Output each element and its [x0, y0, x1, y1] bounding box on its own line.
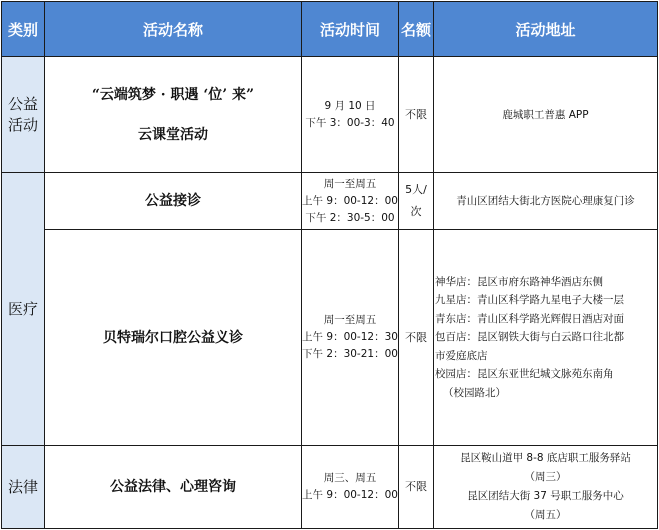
grid-col-3 [398, 1, 399, 529]
dental-time-line-2: 上午 9：00-12：30 [302, 331, 398, 343]
welfare-time-line-2: 下午 3：00-3：40 [305, 116, 395, 129]
dental-address-line-6: 校园店：昆区东亚世纪城文脉苑东南角 [435, 368, 614, 381]
consult-activity-time [302, 173, 398, 229]
consult-quota [399, 173, 433, 229]
consult-time-line-1: 周一至周五 [323, 177, 377, 190]
welfare-time-line-1: 9 月 10 日 [324, 99, 376, 112]
header-activity-name: 活动名称 [45, 2, 301, 56]
legal-address [434, 446, 657, 528]
welfare-name-line-1: “云端筑梦 · 职遇 ‘位’ 来” [91, 86, 255, 103]
grid-row-medical [1, 445, 658, 446]
consult-time-line-3: 下午 2：30-5：00 [305, 211, 395, 224]
dental-address-line-3: 青东店：青山区科学路光辉假日酒店对面 [435, 312, 624, 325]
dental-quota: 不限 [405, 330, 427, 344]
dental-time-line-3: 下午 2：30-21：00 [302, 348, 398, 360]
consult-quota-line-1: 5人/ [405, 183, 427, 196]
dental-time-line-1: 周一至周五 [323, 314, 377, 326]
grid-row-consult [44, 229, 658, 230]
category-welfare-line-1: 公益 [7, 94, 38, 113]
welfare-activity-time [302, 57, 398, 172]
consult-quota-line-2: 次 [410, 205, 422, 218]
welfare-activity-name [45, 57, 301, 172]
grid-row-header [1, 56, 658, 57]
consult-time-line-2: 上午 9：00-12：00 [302, 194, 398, 207]
dental-address-line-1: 神华店：昆区市府东路神华酒店东侧 [435, 275, 603, 288]
header-activity-address: 活动地址 [434, 2, 657, 56]
grid-top [1, 1, 658, 2]
welfare-address: 鹿城职工普惠 APP [502, 108, 589, 121]
welfare-quota: 不限 [405, 107, 427, 121]
dental-activity-time [302, 230, 398, 445]
category-welfare [2, 57, 44, 172]
grid-right [657, 1, 658, 529]
legal-address-line-3: 昆区团结大街 37 号职工服务中心 [467, 490, 624, 502]
header-category: 类别 [2, 2, 44, 56]
grid-left [1, 1, 2, 529]
legal-activity-time [302, 446, 398, 528]
welfare-name-line-2: 云课堂活动 [138, 126, 208, 143]
legal-activity-name: 公益法律、心理咨询 [110, 479, 236, 495]
category-welfare-line-2: 活动 [7, 115, 38, 134]
category-medical: 医疗 [2, 173, 44, 445]
consult-activity-name: 公益接诊 [145, 193, 201, 209]
grid-col-2 [301, 1, 302, 529]
grid-bottom [1, 528, 658, 529]
dental-address-line-7: （校园路北） [443, 386, 506, 399]
dental-address-line-4: 包百店：昆区钢铁大街与白云路口往北都 [435, 331, 624, 344]
grid-col-1 [44, 1, 45, 529]
category-legal: 法律 [2, 446, 44, 528]
dental-address-line-2: 九星店：青山区科学路九星电子大楼一层 [435, 294, 624, 307]
header-activity-time: 活动时间 [302, 2, 398, 56]
legal-address-line-2: （周三） [524, 471, 567, 483]
dental-address-line-5: 市爱庭底店 [435, 349, 488, 362]
grid-col-4 [433, 1, 434, 529]
consult-address: 青山区团结大街北方医院心理康复门诊 [456, 195, 635, 207]
legal-time-line-2: 上午 9：00-12：00 [302, 489, 398, 501]
legal-address-line-1: 昆区鞍山道甲 8-8 底店职工服务驿站 [460, 452, 631, 464]
header-quota: 名额 [399, 2, 433, 56]
dental-address [434, 230, 657, 445]
grid-row-welfare [1, 172, 658, 173]
legal-quota: 不限 [405, 480, 427, 493]
legal-address-line-4: （周五） [524, 509, 567, 521]
legal-time-line-1: 周三、周五 [323, 472, 377, 484]
dental-activity-name: 贝特瑞尔口腔公益义诊 [103, 329, 243, 346]
